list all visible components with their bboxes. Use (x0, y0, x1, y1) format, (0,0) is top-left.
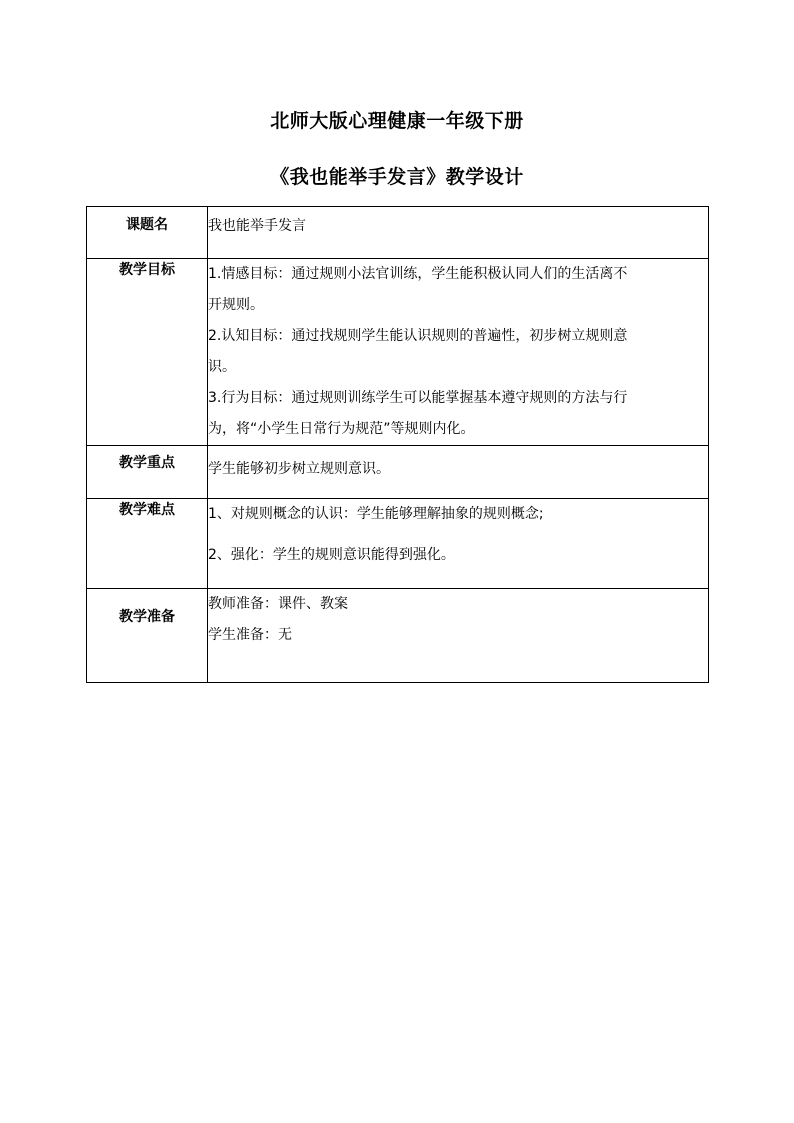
difficult-point-line: 2、强化：学生的规则意识能得到强化。 (208, 547, 455, 563)
row-label-objectives: 教学目标 (87, 259, 208, 446)
row-label-difficult-points: 教学难点 (87, 499, 208, 589)
row-content-difficult-points (208, 499, 709, 589)
preparation-line: 学生准备：无 (208, 627, 292, 643)
objective-line: 开规则。 (208, 297, 264, 313)
row-content-key-points (208, 446, 709, 499)
row-content-objectives (208, 259, 709, 446)
document-title: 北师大版心理健康一年级下册 (270, 110, 524, 132)
row-label-topic: 课题名 (87, 207, 208, 259)
document-subtitle: 《我也能举手发言》教学设计 (270, 166, 524, 188)
objective-line: 为，将“小学生日常行为规范”等规则内化。 (208, 421, 475, 437)
row-content-preparation (208, 589, 709, 683)
objective-line: 3.行为目标：通过规则训练学生可以能掌握基本遵守规则的方法与行 (208, 390, 628, 406)
table-row-topic (87, 207, 709, 259)
table-row-objectives (87, 259, 709, 446)
objective-line: 1.情感目标：通过规则小法官训练，学生能积极认同人们的生活离不 (208, 266, 628, 282)
table-row-difficult-points (87, 499, 709, 589)
row-label-key-points: 教学重点 (87, 446, 208, 499)
topic-text: 我也能举手发言 (208, 218, 306, 234)
difficult-point-line: 1、对规则概念的认识：学生能够理解抽象的规则概念; (208, 506, 544, 522)
preparation-line: 教师准备：课件、教案 (208, 596, 348, 612)
table-row-key-points (87, 446, 709, 499)
objective-line: 2.认知目标：通过找规则学生能认识规则的普遍性，初步树立规则意 (208, 328, 628, 344)
table-row-preparation (87, 589, 709, 683)
key-point-text: 学生能够初步树立规则意识。 (208, 461, 390, 477)
lesson-plan-table (86, 206, 709, 683)
row-label-preparation: 教学准备 (87, 589, 208, 683)
row-content-topic (208, 207, 709, 259)
objective-line: 识。 (208, 359, 236, 375)
